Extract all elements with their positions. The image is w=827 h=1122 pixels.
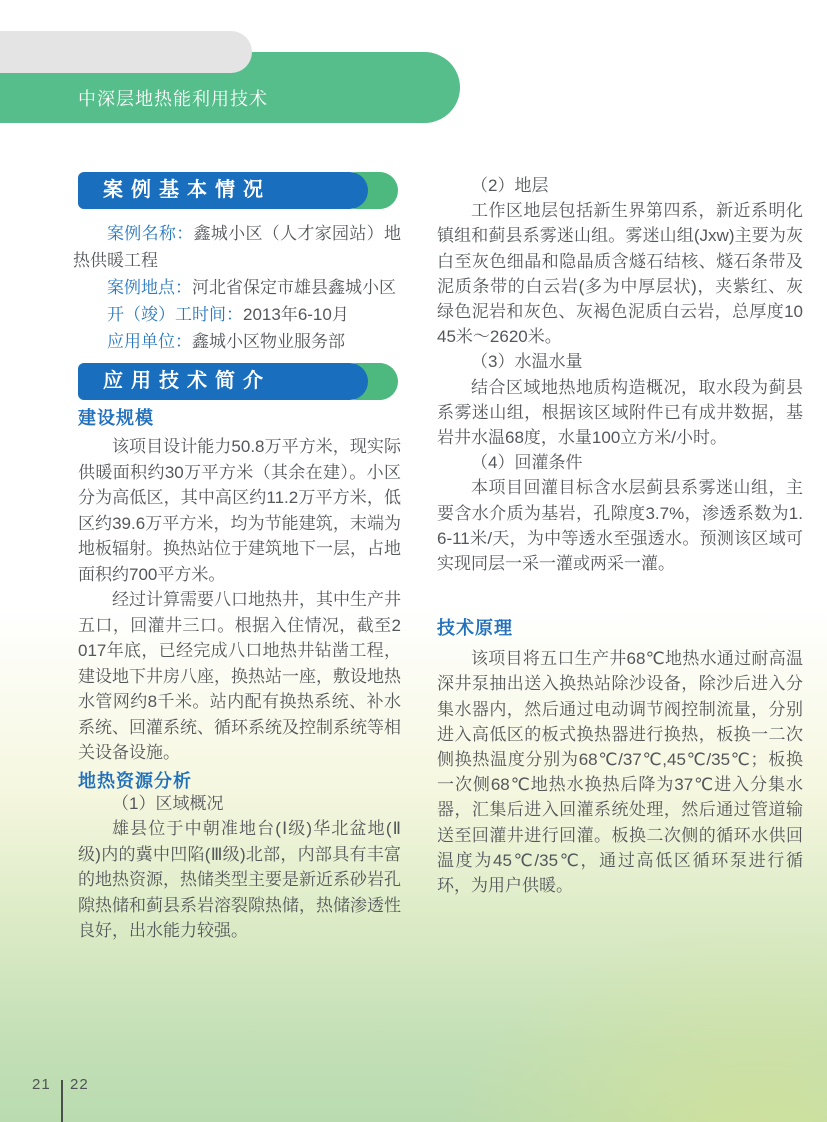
- left-column: [73, 172, 401, 944]
- info-label: 案例地点：: [107, 278, 192, 297]
- info-label: 应用单位：: [107, 332, 192, 351]
- heading-construction-scale: 建设规模: [78, 408, 154, 428]
- page-number-right: 22: [70, 1076, 89, 1093]
- section-banner-tech-intro: [78, 363, 368, 400]
- info-value: 鑫城小区物业服务部: [192, 332, 345, 351]
- page-number-divider: [61, 1080, 63, 1122]
- subsection-title-region-overview: （1）区域概况: [112, 793, 224, 813]
- info-item-location: [73, 274, 401, 301]
- header-gray-tab: [0, 31, 252, 73]
- info-value: 河北省保定市雄县鑫城小区: [192, 278, 396, 297]
- section-banner-case-info: [78, 172, 368, 209]
- info-item-time: [73, 301, 401, 328]
- water-paragraph: 结合区域地热地质构造概况，取水段为蓟县系雾迷山组，根据该区域附件已有成井数据，基岩井水温68度，水量100立方米/小时。: [437, 377, 803, 448]
- subsection-title-strata: （2）地层: [471, 176, 549, 195]
- section-banner-label: 应用技术简介: [78, 363, 368, 400]
- section-banner-label: 案例基本情况: [78, 172, 368, 209]
- region-overview-paragraph: 雄县位于中朝准地台(Ⅰ级)华北盆地(Ⅱ级)内的冀中凹陷(Ⅲ级)北部，内部具有丰富的地热资源，热储类型主要是新近系砂岩孔隙热储和蓟县系岩溶裂隙热储，热储渗透性良好，出水能力较强。: [78, 819, 401, 940]
- reinjection-paragraph: 本项目回灌目标含水层蓟县系雾迷山组，主要含水介质为基岩，孔隙度3.7%，渗透系数为1.6-11米/天，为中等透水至强透水。预测该区域可实现同层一采一灌或两采一灌。: [437, 478, 803, 574]
- principle-paragraph: 该项目将五口生产井68℃地热水通过耐高温深井泵抽出送入换热站除沙设备，除沙后进入分集水器内，然后通过电动调节阀控制流量，分别进入高低区的板式换热器进行换热，板换一二次侧换热温度分别为68℃/37℃,45℃/35℃；板换一次侧68℃地热水换热后降为37℃进入分集水器，汇集后进入回灌系统处理，然后通过管道输送至回灌井进行回灌。板换二次侧的循环水供回温度为45℃/35℃，通过高低区循环泵进行循环，为用户供暖。: [437, 649, 803, 896]
- heading-technical-principle: 技术原理: [437, 618, 513, 639]
- right-column: [437, 173, 803, 898]
- page-number-left: 21: [32, 1076, 51, 1093]
- info-label: 案例名称：: [107, 224, 194, 243]
- info-item-unit: [73, 328, 401, 355]
- subsection-title-reinjection: （4）回灌条件: [471, 453, 583, 473]
- info-value: 2013年6-10月: [243, 305, 349, 324]
- info-label: 开（竣）工时间：: [107, 305, 243, 324]
- case-info-block: [73, 220, 401, 355]
- info-value: 鑫城小区（人才家园站）地热供暖工程: [73, 224, 401, 270]
- subsection-title-water: （3）水温水量: [471, 352, 583, 372]
- chapter-title: 中深层地热能利用技术: [78, 89, 268, 109]
- info-item-name: [73, 220, 401, 274]
- construction-paragraph-1: 该项目设计能力50.8万平方米，现实际供暖面积约30万平方米（其余在建）。小区分为高低区，其中高区约11.2万平方米，低区约39.6万平方米，均为节能建筑，末端为地板辐射。换热站位于建筑地下一层，占地面积约700平方米。: [78, 437, 401, 584]
- heading-resource-analysis: 地热资源分析: [78, 770, 192, 791]
- strata-paragraph: 工作区地层包括新生界第四系，新近系明化镇组和蓟县系雾迷山组。雾迷山组(Jxw)主要为灰白至灰色细晶和隐晶质含燧石结核、燧石条带及泥质条带的白云岩(多为中厚层状)，夹紫红、灰绿色泥岩和灰色、灰褐色泥质白云岩，总厚度1045米～2620米。: [437, 201, 803, 347]
- construction-paragraph-2: 经过计算需要八口地热井，其中生产井五口，回灌井三口。根据入住情况，截至2017年底，已经完成八口地热井钻凿工程，建设地下井房八座，换热站一座，敷设地热水管网约8千米。站内配有换热系统、补水系统、回灌系统、循环系统及控制系统等相关设备设施。: [78, 590, 401, 762]
